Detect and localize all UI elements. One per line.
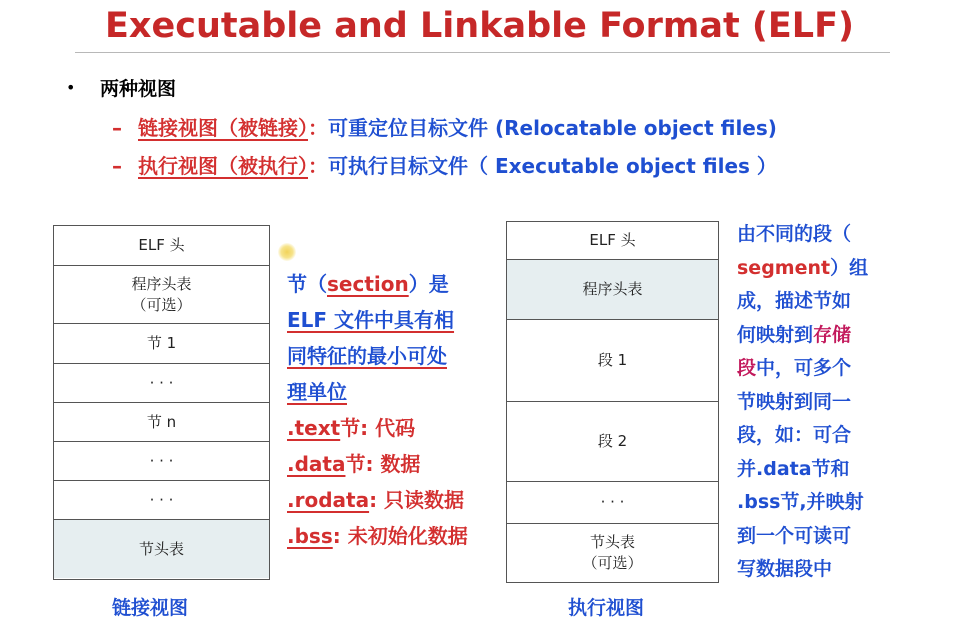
cell-label: 段 2 — [597, 432, 628, 451]
segment-line: 何映射到存储 — [737, 323, 852, 346]
segment-line: 到一个可读可 — [737, 524, 852, 547]
exec-cell-elf-header — [507, 222, 718, 260]
dash-icon: – — [112, 116, 122, 140]
section-line: .data节: 数据 — [287, 452, 421, 476]
cell-label: · · · — [149, 373, 174, 392]
section-line: 同特征的最小可处 — [287, 344, 447, 368]
cell-sublabel: （可选） — [131, 295, 192, 314]
cell-label: 程序头表 — [131, 275, 192, 294]
exec-cell-segment-2 — [507, 402, 718, 482]
link-cell-section-1 — [54, 324, 269, 364]
segment-line: 由不同的段（ — [737, 223, 852, 245]
segment-line: 节映射到同一 — [737, 390, 852, 413]
link-view-caption: 链接视图 — [112, 597, 189, 619]
cell-label: 节头表 — [138, 539, 184, 558]
exec-view-desc: 可执行目标文件（ Executable object files ） — [328, 154, 777, 178]
sub-item-exec-view — [112, 150, 777, 179]
segment-line: 段中，可多个 — [737, 357, 852, 379]
exec-cell-segment-1 — [507, 320, 718, 402]
link-cell-ellipsis — [54, 364, 269, 403]
link-view-desc: 可重定位目标文件 (Relocatable object files) — [328, 116, 777, 140]
segment-line: 并.data节和 — [737, 457, 850, 480]
exec-cell-section-header-table — [507, 524, 718, 581]
section-line: ELF 文件中具有相 — [287, 308, 455, 332]
section-line: .rodata: 只读数据 — [287, 488, 465, 512]
page-title: Executable and Linkable Format (ELF) — [105, 6, 854, 46]
cell-label: 节 1 — [146, 334, 177, 353]
link-cell-ellipsis — [54, 481, 269, 520]
exec-view-table — [506, 221, 719, 583]
section-line: .bss: 未初始化数据 — [287, 524, 468, 548]
section-line: 节（section）是 — [287, 272, 449, 296]
separator: ： — [308, 154, 328, 178]
pointer-highlight-icon — [278, 243, 296, 261]
exec-cell-ellipsis — [507, 482, 718, 524]
segment-line: .bss节,并映射 — [737, 491, 864, 513]
separator: ： — [308, 116, 328, 140]
section-line: 理单位 — [287, 380, 347, 404]
segment-line: 成，描述节如 — [737, 290, 852, 312]
cell-label: ELF 头 — [589, 231, 636, 250]
cell-label: 段 1 — [597, 351, 628, 370]
cell-sublabel: （可选） — [582, 553, 643, 572]
link-view-table — [53, 225, 270, 580]
cell-label: · · · — [600, 493, 625, 512]
cell-label: · · · — [149, 490, 174, 509]
link-cell-section-n — [54, 403, 269, 442]
segment-description — [737, 218, 897, 587]
cell-label: 程序头表 — [582, 280, 643, 299]
exec-view-caption: 执行视图 — [568, 597, 645, 619]
link-cell-elf-header — [54, 226, 269, 266]
bullet-heading: 两种视图 — [100, 78, 177, 100]
link-cell-program-header — [54, 266, 269, 324]
link-view-label: 链接视图（被链接） — [138, 116, 308, 140]
cell-label: · · · — [149, 451, 174, 470]
exec-view-label: 执行视图（被执行） — [138, 154, 308, 178]
section-description — [287, 266, 497, 554]
bullet-dot-icon: • — [66, 78, 76, 97]
segment-line: 段，如：可合 — [737, 424, 852, 446]
link-cell-section-header-table — [54, 520, 269, 578]
exec-cell-program-header — [507, 260, 718, 320]
section-line: .text节: 代码 — [287, 416, 416, 440]
cell-label: ELF 头 — [138, 236, 185, 255]
segment-line: segment）组 — [737, 256, 869, 279]
link-cell-ellipsis — [54, 442, 269, 481]
dash-icon: – — [112, 154, 122, 178]
segment-line: 写数据段中 — [737, 558, 833, 580]
sub-item-link-view — [112, 112, 777, 141]
title-divider — [75, 52, 890, 53]
cell-label: 节 n — [146, 412, 177, 431]
cell-label: 节头表 — [589, 533, 635, 552]
